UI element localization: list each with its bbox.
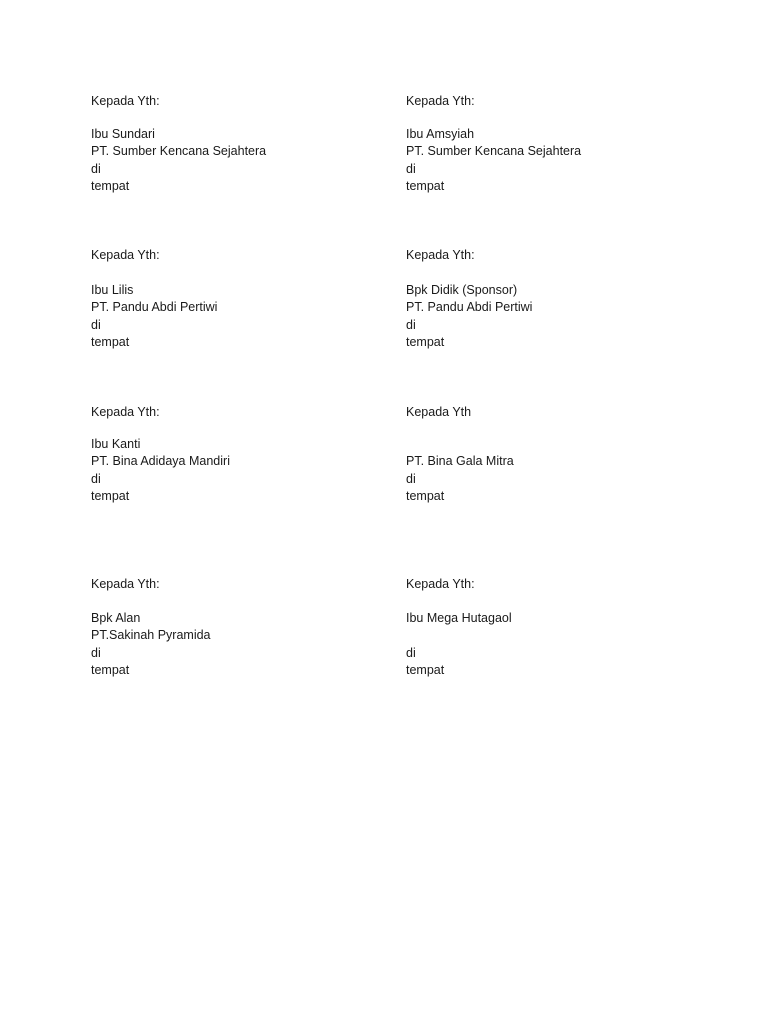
label-heading: Kepada Yth: xyxy=(91,577,160,591)
label-heading: Kepada Yth: xyxy=(91,248,160,262)
recipient-name: Ibu Lilis xyxy=(91,282,134,297)
company-name: PT. Pandu Abdi Pertiwi xyxy=(91,300,218,314)
place-text: tempat xyxy=(406,663,445,677)
di-text: di xyxy=(406,161,416,176)
di-text: di xyxy=(91,317,101,332)
recipient-name: Ibu Sundari xyxy=(91,126,155,141)
label-heading: Kepada Yth xyxy=(406,405,472,419)
company-name: PT. Sumber Kencana Sejahtera xyxy=(406,144,582,158)
address-label-4 xyxy=(406,247,736,352)
address-label-2 xyxy=(406,93,736,196)
recipient-name xyxy=(406,436,736,454)
place-text: tempat xyxy=(406,179,445,193)
recipient-name: Ibu Kanti xyxy=(91,436,141,451)
company-name: PT. Bina Gala Mitra xyxy=(406,454,514,468)
place-text: tempat xyxy=(406,335,445,349)
label-heading: Kepada Yth: xyxy=(91,94,160,108)
recipient-name: Bpk Alan xyxy=(91,610,141,625)
address-label-6 xyxy=(406,404,736,506)
address-label-8 xyxy=(406,576,736,680)
recipient-name: Ibu Mega Hutagaol xyxy=(406,610,512,625)
di-text: di xyxy=(91,471,101,486)
recipient-name: Bpk Didik (Sponsor) xyxy=(406,282,518,297)
company-name: PT.Sakinah Pyramida xyxy=(91,628,211,642)
label-heading: Kepada Yth: xyxy=(406,577,475,591)
place-text: tempat xyxy=(91,663,130,677)
address-label-1 xyxy=(91,93,421,196)
company-name xyxy=(406,627,736,645)
label-heading: Kepada Yth: xyxy=(406,248,475,262)
address-label-7 xyxy=(91,576,421,680)
place-text: tempat xyxy=(406,489,445,503)
company-name: PT. Pandu Abdi Pertiwi xyxy=(406,300,533,314)
company-name: PT. Sumber Kencana Sejahtera xyxy=(91,144,267,158)
di-text: di xyxy=(406,317,416,332)
label-heading: Kepada Yth: xyxy=(406,94,475,108)
company-name: PT. Bina Adidaya Mandiri xyxy=(91,454,230,468)
address-label-5 xyxy=(91,404,421,506)
recipient-name: Ibu Amsyiah xyxy=(406,126,475,141)
di-text: di xyxy=(406,471,416,486)
di-text: di xyxy=(91,645,101,660)
di-text: di xyxy=(91,161,101,176)
di-text: di xyxy=(406,645,416,660)
address-label-3 xyxy=(91,247,421,352)
place-text: tempat xyxy=(91,335,130,349)
place-text: tempat xyxy=(91,179,130,193)
label-heading: Kepada Yth: xyxy=(91,405,160,419)
place-text: tempat xyxy=(91,489,130,503)
